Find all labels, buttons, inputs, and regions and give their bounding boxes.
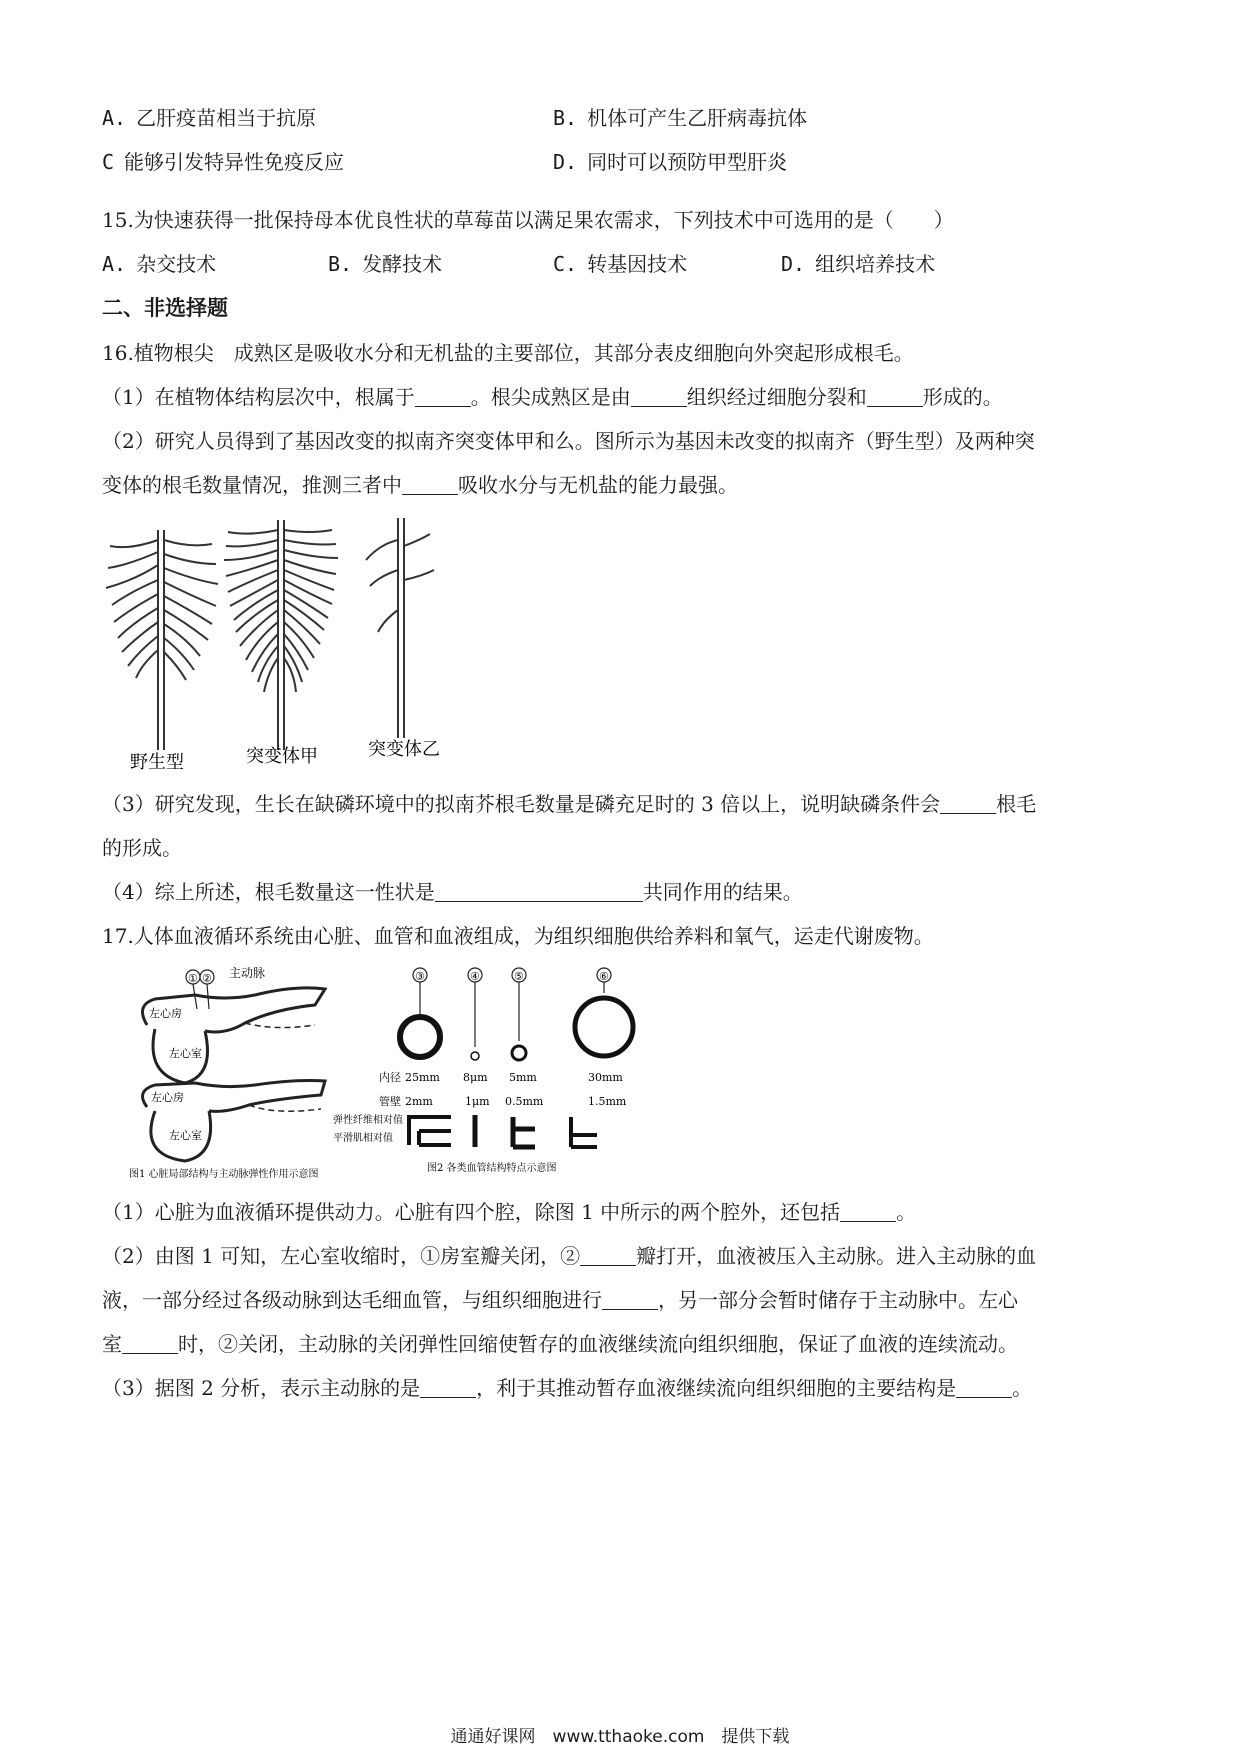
answer-blank[interactable] xyxy=(840,1201,896,1222)
marker-1: ① xyxy=(188,972,198,985)
inner-5: 5mm xyxy=(509,1071,537,1084)
left-atrium-label: 左心房 xyxy=(149,1007,182,1020)
vessel-3 xyxy=(400,1017,440,1057)
q17-part2-line3: 室 时，②关闭，主动脉的关闭弹性回缩使暂存的血液继续流向组织细胞，保证了血液的连续流动。 xyxy=(102,1332,1018,1356)
q14-option-d: D. 同时可以预防甲型肝炎 xyxy=(553,150,788,174)
q16-part2-line2: 变体的根毛数量情况，推测三者中 吸收水分与无机盐的能力最强。 xyxy=(102,473,738,497)
answer-blank[interactable] xyxy=(940,793,996,814)
q16-part4: （4）综上所述，根毛数量这一性状是 共同作用的结果。 xyxy=(102,880,803,904)
blood-vessel-figure xyxy=(333,965,695,1180)
answer-blank[interactable] xyxy=(415,386,471,407)
wall-3: 2mm xyxy=(405,1095,433,1108)
vessel-6 xyxy=(575,998,633,1056)
label-wild-type: 野生型 xyxy=(130,752,184,773)
answer-blank[interactable] xyxy=(631,386,687,407)
root-hair-figure xyxy=(100,510,460,775)
q17-stem: 17.人体血液循环系统由心脏、血管和血液组成，为组织细胞供给养料和氧气，运走代谢废物。 xyxy=(102,924,934,948)
q15-option-b: B. 发酵技术 xyxy=(328,252,443,276)
q17-part1: （1）心脏为血液循环提供动力。心脏有四个腔，除图 1 中所示的两个腔外，还包括 。 xyxy=(102,1200,917,1224)
q16-part1: （1）在植物体结构层次中，根属于 。根尖成熟区是由 组织经过细胞分裂和 形成的。 xyxy=(102,385,1003,409)
wall-5: 0.5mm xyxy=(505,1095,544,1108)
section-heading: 二、非选择题 xyxy=(102,296,228,320)
mutant-a-root-hairs xyxy=(224,530,338,692)
q16-part2-line1: （2）研究人员得到了基因改变的拟南齐突变体甲和么。图所示为基因未改变的拟南齐（野生型）及两种突 xyxy=(102,429,1035,453)
vessel-number-3: ③ xyxy=(415,970,425,983)
q14-option-c: C 能够引发特异性免疫反应 xyxy=(102,150,345,174)
vessel-number-5: ⑤ xyxy=(514,970,524,983)
answer-blank[interactable] xyxy=(402,474,458,495)
figure1-caption: 图1 心脏局部结构与主动脉弹性作用示意图 xyxy=(129,1169,319,1180)
left-ventricle-label-2: 左心室 xyxy=(169,1129,202,1142)
smooth-muscle-label: 平滑肌相对值 xyxy=(333,1133,393,1144)
inner-6: 30mm xyxy=(588,1071,623,1084)
q16-part3-line1: （3）研究发现，生长在缺磷环境中的拟南芥根毛数量是磷充足时的 3 倍以上，说明缺磷条件会 根毛 xyxy=(102,792,1037,816)
left-ventricle-label: 左心室 xyxy=(169,1047,202,1060)
answer-blank[interactable] xyxy=(956,1377,1012,1398)
page-footer: 通通好课网 www.tthaoke.com 提供下载 xyxy=(450,1727,790,1747)
wild-type-root-hairs xyxy=(106,540,218,680)
answer-blank[interactable] xyxy=(420,1377,476,1398)
figure2-caption: 图2 各类血管结构特点示意图 xyxy=(427,1163,557,1174)
vessel-number-6: ⑥ xyxy=(599,970,609,983)
answer-blank[interactable] xyxy=(867,386,923,407)
q17-part3: （3）据图 2 分析，表示主动脉的是 ，利于其推动暂存血液继续流向组织细胞的主要结构是 。 xyxy=(102,1376,1033,1400)
marker-2: ② xyxy=(202,972,212,985)
label-mutant-b: 突变体乙 xyxy=(368,739,440,760)
elastic-fiber-label: 弹性纤维相对值 xyxy=(333,1115,403,1126)
q15-stem: 15.为快速获得一批保持母本优良性状的草莓苗以满足果农需求，下列技术中可选用的是（ ） xyxy=(102,208,954,232)
heart-aorta-figure xyxy=(125,965,375,1180)
q16-stem: 16.植物根尖 成熟区是吸收水分和无机盐的主要部位，其部分表皮细胞向外突起形成根毛。 xyxy=(102,341,914,365)
q16-part3-line2: 的形成。 xyxy=(102,836,182,860)
wall-6: 1.5mm xyxy=(588,1095,627,1108)
answer-blank[interactable] xyxy=(580,1245,636,1266)
aorta-label: 主动脉 xyxy=(229,966,266,980)
answer-blank[interactable] xyxy=(122,1333,178,1354)
q17-part2-line1: （2）由图 1 可知，左心室收缩时，①房室瓣关闭，② 瓣打开，血液被压入主动脉。进入主动脉的血 xyxy=(102,1244,1037,1268)
q15-option-c: C. 转基因技术 xyxy=(553,252,688,276)
vessel-5 xyxy=(512,1046,526,1060)
q15-option-d: D. 组织培养技术 xyxy=(781,252,936,276)
inner-4: 8μm xyxy=(463,1071,488,1084)
left-atrium-label-2: 左心房 xyxy=(151,1091,184,1104)
mutant-b-root-hairs xyxy=(366,534,434,632)
answer-blank[interactable] xyxy=(602,1289,658,1310)
inner-3: 25mm xyxy=(405,1071,440,1084)
vessel-number-4: ④ xyxy=(470,970,480,983)
q17-part2-line2: 液，一部分经过各级动脉到达毛细血管，与组织细胞进行 ，另一部分会暂时储存于主动脉中。左心 xyxy=(102,1288,1018,1312)
wall-thickness-label: 管壁 xyxy=(379,1095,401,1108)
inner-diameter-label: 内径 xyxy=(379,1071,401,1084)
vessel-4 xyxy=(471,1052,479,1060)
q14-option-b: B. 机体可产生乙肝病毒抗体 xyxy=(553,106,808,130)
q15-option-a: A. 杂交技术 xyxy=(102,252,217,276)
answer-blank[interactable] xyxy=(435,881,643,902)
wall-4: 1μm xyxy=(465,1095,490,1108)
q14-option-a: A. 乙肝疫苗相当于抗原 xyxy=(102,106,317,130)
label-mutant-a: 突变体甲 xyxy=(246,746,318,767)
